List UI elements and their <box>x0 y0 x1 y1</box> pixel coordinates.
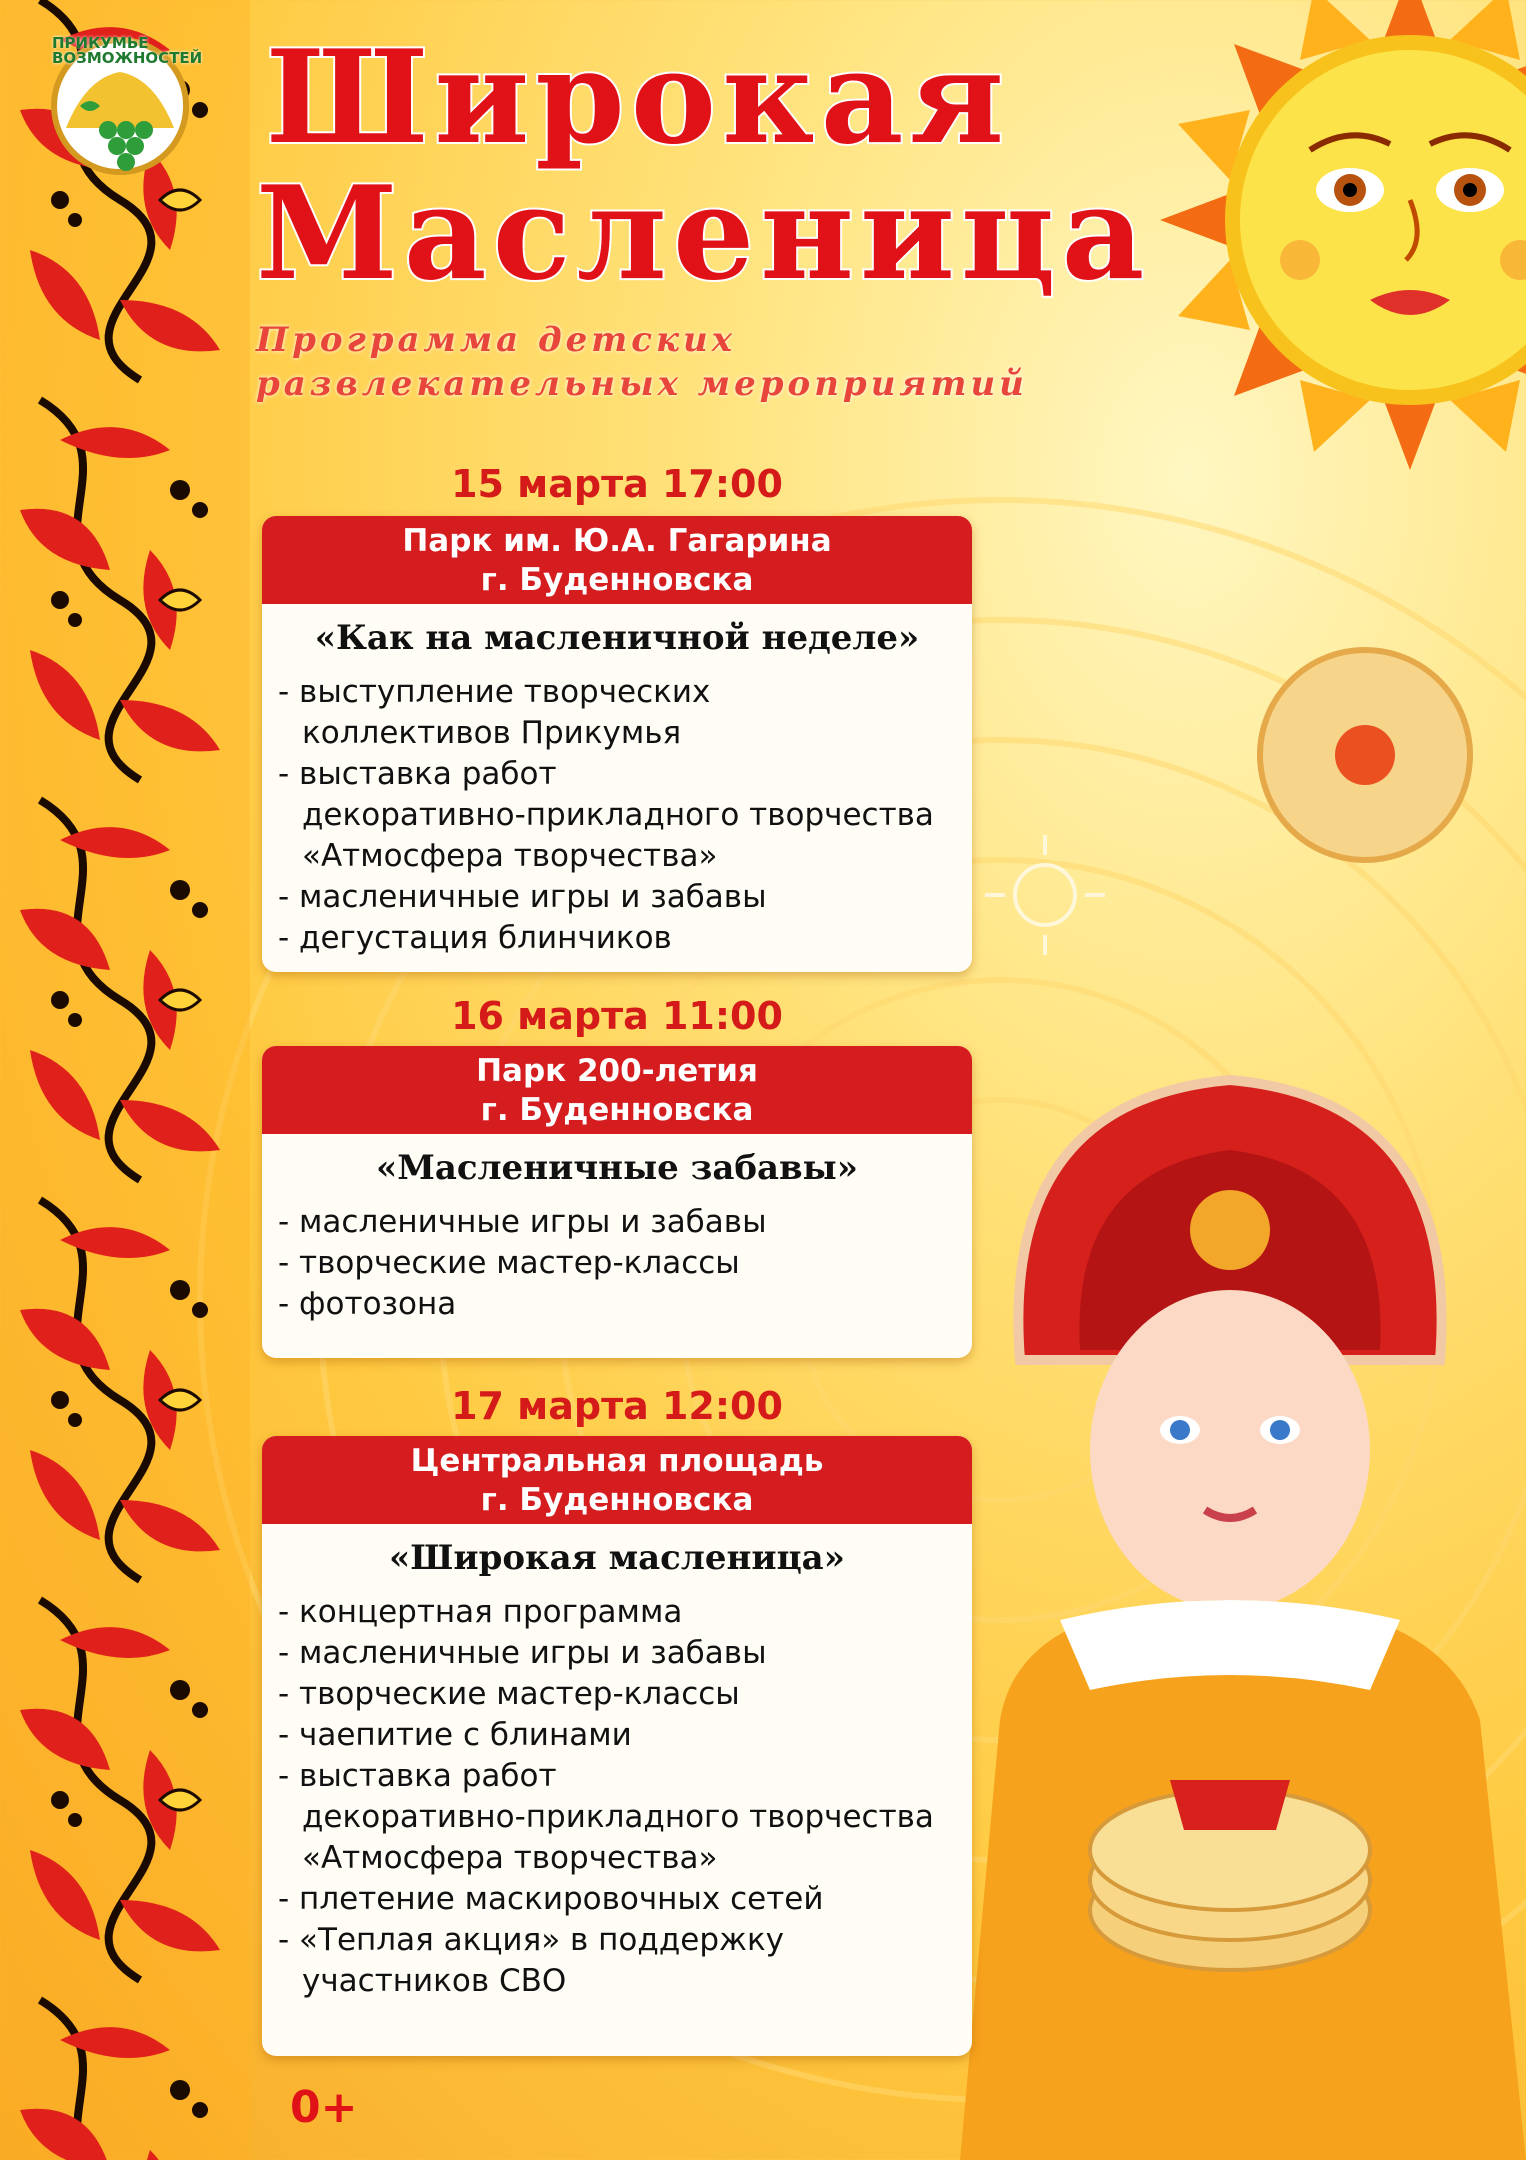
organization-logo <box>40 28 203 188</box>
age-rating-badge: 0+ <box>290 2082 358 2133</box>
event-2-name: «Масленичные забавы» <box>375 1148 859 1188</box>
event-1-card <box>262 516 972 972</box>
event-2-venue <box>262 1046 972 1134</box>
title-line-1: Широкая <box>266 23 1011 173</box>
event-3-date: 17 марта 12:00 <box>451 1384 783 1428</box>
event-1-venue-line-1: Парк им. Ю.А. Гагарина <box>402 523 832 559</box>
list-item: - творческие мастер-классы <box>278 1243 956 1284</box>
event-3-name: «Широкая масленица» <box>389 1538 845 1578</box>
list-item: - масленичные игры и забавы <box>278 877 956 918</box>
event-1-date: 15 марта 17:00 <box>451 462 783 506</box>
event-3-venue-line-2: г. Буденновска <box>480 1482 754 1518</box>
list-item: - фотозона <box>278 1284 956 1325</box>
logo-brand-text: ПРИКУМЬЕ ВОЗМОЖНОСТЕЙ <box>52 34 203 67</box>
event-1-activity-list <box>262 672 972 969</box>
list-item: - «Теплая акция» в поддержку участников СВО <box>278 1920 956 2002</box>
list-item: - масленичные игры и забавы <box>278 1633 956 1674</box>
event-3-venue-line-1: Центральная площадь <box>410 1443 824 1479</box>
event-2-venue-line-2: г. Буденновска <box>480 1092 754 1128</box>
small-sun-doodle-icon <box>980 830 1110 960</box>
list-item: - чаепитие с блинами <box>278 1715 956 1756</box>
list-item: - плетение маскировочных сетей <box>278 1879 956 1920</box>
event-3-card <box>262 1436 972 2056</box>
list-item: - масленичные игры и забавы <box>278 1202 956 1243</box>
subtitle-line-1: Программа детских <box>256 320 736 360</box>
event-1-venue-line-2: г. Буденновска <box>480 562 754 598</box>
list-item: - выставка работ декоративно-прикладного творчества «Атмосфера творчества» <box>278 754 956 877</box>
event-2-venue-line-1: Парк 200-летия <box>476 1053 758 1089</box>
russian-girl-kokoshnik-illustration <box>940 1060 1526 2160</box>
event-2-card <box>262 1046 972 1358</box>
event-1-venue <box>262 516 972 604</box>
list-item: - выступление творческих коллективов Прикумья <box>278 672 956 754</box>
event-2-date: 16 марта 11:00 <box>451 994 783 1038</box>
list-item: - дегустация блинчиков <box>278 918 956 959</box>
khokhloma-ornament <box>0 0 250 2160</box>
list-item: - творческие мастер-классы <box>278 1674 956 1715</box>
subtitle-line-2: развлекательных мероприятий <box>256 364 1028 404</box>
list-item: - концертная программа <box>278 1592 956 1633</box>
event-3-activity-list <box>262 1592 972 2012</box>
list-item: - выставка работ декоративно-прикладного творчества «Атмосфера творчества» <box>278 1756 956 1879</box>
poster-title <box>256 23 1151 309</box>
event-3-venue <box>262 1436 972 1524</box>
title-line-2: Масленица <box>256 159 1151 309</box>
pancake-with-caviar-icon <box>1250 640 1480 870</box>
sun-illustration-icon <box>1080 0 1526 580</box>
event-1-name: «Как на масленичной неделе» <box>314 618 920 658</box>
event-2-activity-list <box>262 1202 972 1335</box>
poster-subtitle <box>256 318 1056 406</box>
